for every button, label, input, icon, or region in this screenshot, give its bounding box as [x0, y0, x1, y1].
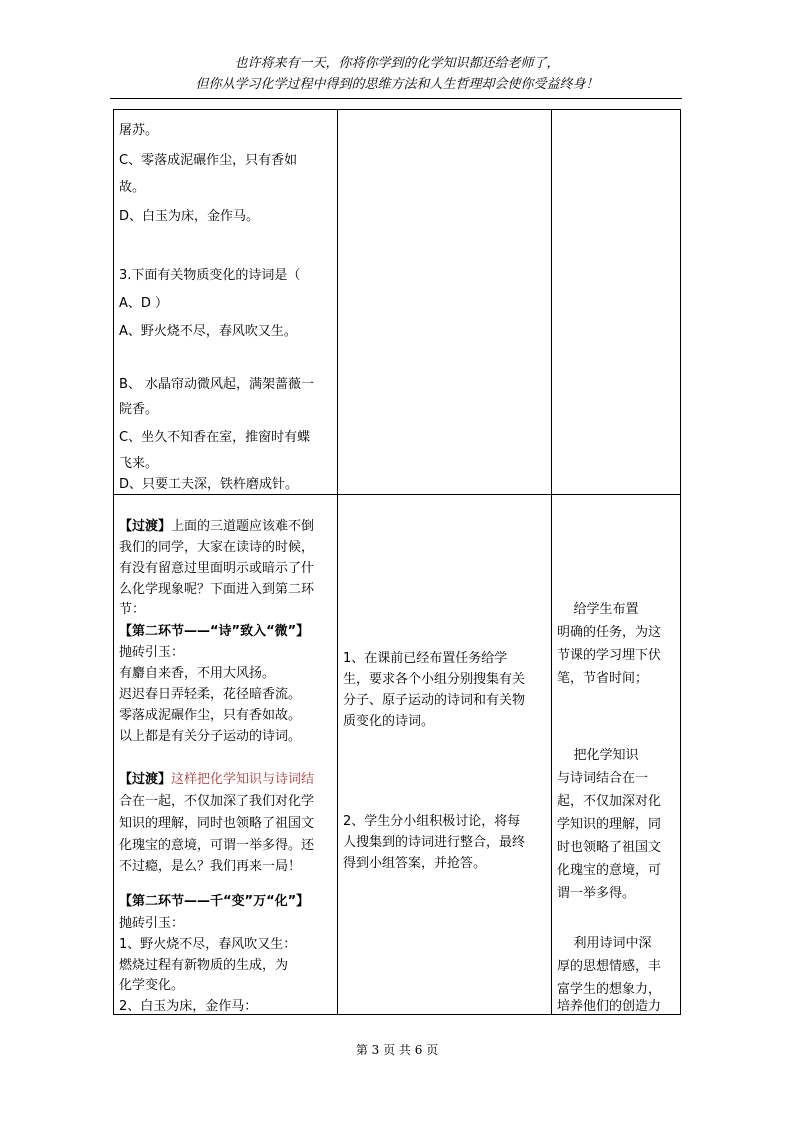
header-line-1: 也许将来有一天，你将你学到的化学知识都还给老师了，: [234, 56, 560, 71]
text-line: A、野火烧不尽，春风吹又生。: [119, 324, 297, 339]
text-line: C、坐久不知香在室，推窗时有蝶: [119, 430, 311, 445]
text-line: 合在一起，不仅加深了我们对化学: [119, 794, 315, 809]
page-number: 第 3 页 共 6 页: [355, 1043, 439, 1057]
text-line: 抛砖引玉：: [119, 916, 185, 931]
section-title: 【第二环节——“诗”致入“微”】: [119, 624, 310, 639]
transition-paragraph: [119, 770, 314, 790]
text-line: 节：: [119, 602, 146, 617]
text-line: 飞来。: [119, 456, 159, 471]
text-line: 化瑰宝的意境，可谓一举多得。还: [119, 838, 315, 853]
section-title: 【第二环节——千“变”万“化”】: [119, 894, 310, 909]
text-line: 起，不仅加深对化: [557, 794, 662, 809]
column-divider-2: [551, 109, 552, 1015]
text-line: 院香。: [119, 402, 159, 417]
text-line: 分子、原子运动的诗词和有关物: [343, 693, 526, 708]
header-divider: [110, 98, 682, 99]
transition-tag: 【过渡】: [119, 772, 172, 787]
text-line: A、D ）: [119, 296, 169, 311]
text-line: 知识的理解，同时也领略了祖国文: [119, 816, 315, 831]
text-line: B、 水晶帘动微风起，满架蔷薇一: [119, 377, 315, 392]
text-line: 么化学现象呢？下面进入到第二环: [119, 582, 315, 597]
text-line: 化瑰宝的意境，可: [557, 863, 662, 878]
text-line: D、只要工夫深，铁杵磨成针。: [119, 477, 299, 492]
text-line: 笔，节省时间；: [557, 671, 649, 686]
text-line: D、白玉为床，金作马。: [119, 209, 260, 224]
text-line: 2、白玉为床，金作马：: [119, 999, 258, 1014]
text-line: 我们的同学，大家在读诗的时候，: [119, 540, 315, 555]
text-line: 节课的学习埋下伏: [557, 648, 662, 663]
text-line: 学知识的理解，同: [557, 817, 662, 832]
text-line: 不过瘾，是么？我们再来一局！: [119, 859, 302, 874]
text-line: 以上都是有关分子运动的诗词。: [119, 729, 302, 744]
text-line: 生，要求各个小组分别搜集有关: [343, 672, 526, 687]
text-line: 时也领略了祖国文: [557, 840, 662, 855]
text-line: 人搜集到的诗词进行整合，最终: [343, 835, 526, 850]
text-line: C、零落成泥碾作尘，只有香如: [119, 153, 298, 168]
column-divider-1: [337, 109, 338, 1015]
text-line: 厚的思想情感，丰: [557, 959, 662, 974]
text-line: 迟迟春日弄轻柔，花径暗香流。: [119, 687, 302, 702]
text-line: 上面的三道题应该难不倒: [171, 519, 315, 534]
text-line: 零落成泥碾作尘，只有香如故。: [119, 708, 302, 723]
header-line-2: 但你从学习化学过程中得到的思维方法和人生哲理却会使你受益终身！: [195, 77, 599, 92]
text-line: 培养他们的创造力: [557, 999, 662, 1014]
text-line: 得到小组答案，并抢答。: [343, 856, 487, 871]
text-line: 明确的任务，为这: [557, 625, 662, 640]
text-line: 燃烧过程有新物质的生成，为: [119, 958, 289, 973]
text-line: 这样把化学知识与诗词结: [171, 772, 315, 787]
text-line: 抛砖引玉：: [119, 645, 185, 660]
text-line: 1、在课前已经布置任务给学: [343, 651, 508, 666]
text-line: 2、学生分小组积极讨论，将每: [343, 814, 521, 829]
transition-paragraph: [119, 517, 314, 537]
text-line: 有没有留意过里面明示或暗示了什: [119, 561, 315, 576]
text-line: 给学生布置: [557, 602, 639, 617]
text-line: 3.下面有关物质变化的诗词是（: [119, 268, 301, 283]
text-line: 利用诗词中深: [557, 936, 652, 951]
text-line: 富学生的想象力，: [557, 982, 662, 997]
text-line: 质变化的诗词。: [343, 714, 435, 729]
text-line: 屠苏。: [119, 123, 159, 138]
text-line: 1、野火烧不尽，春风吹又生：: [119, 937, 297, 952]
text-line: 故。: [119, 180, 146, 195]
text-line: 谓一举多得。: [557, 886, 636, 901]
text-line: 把化学知识: [557, 748, 639, 763]
text-line: 化学变化。: [119, 978, 185, 993]
transition-tag: 【过渡】: [119, 519, 172, 534]
text-line: 与诗词结合在一: [557, 771, 649, 786]
text-line: 有麝自来香，不用大风扬。: [119, 666, 276, 681]
